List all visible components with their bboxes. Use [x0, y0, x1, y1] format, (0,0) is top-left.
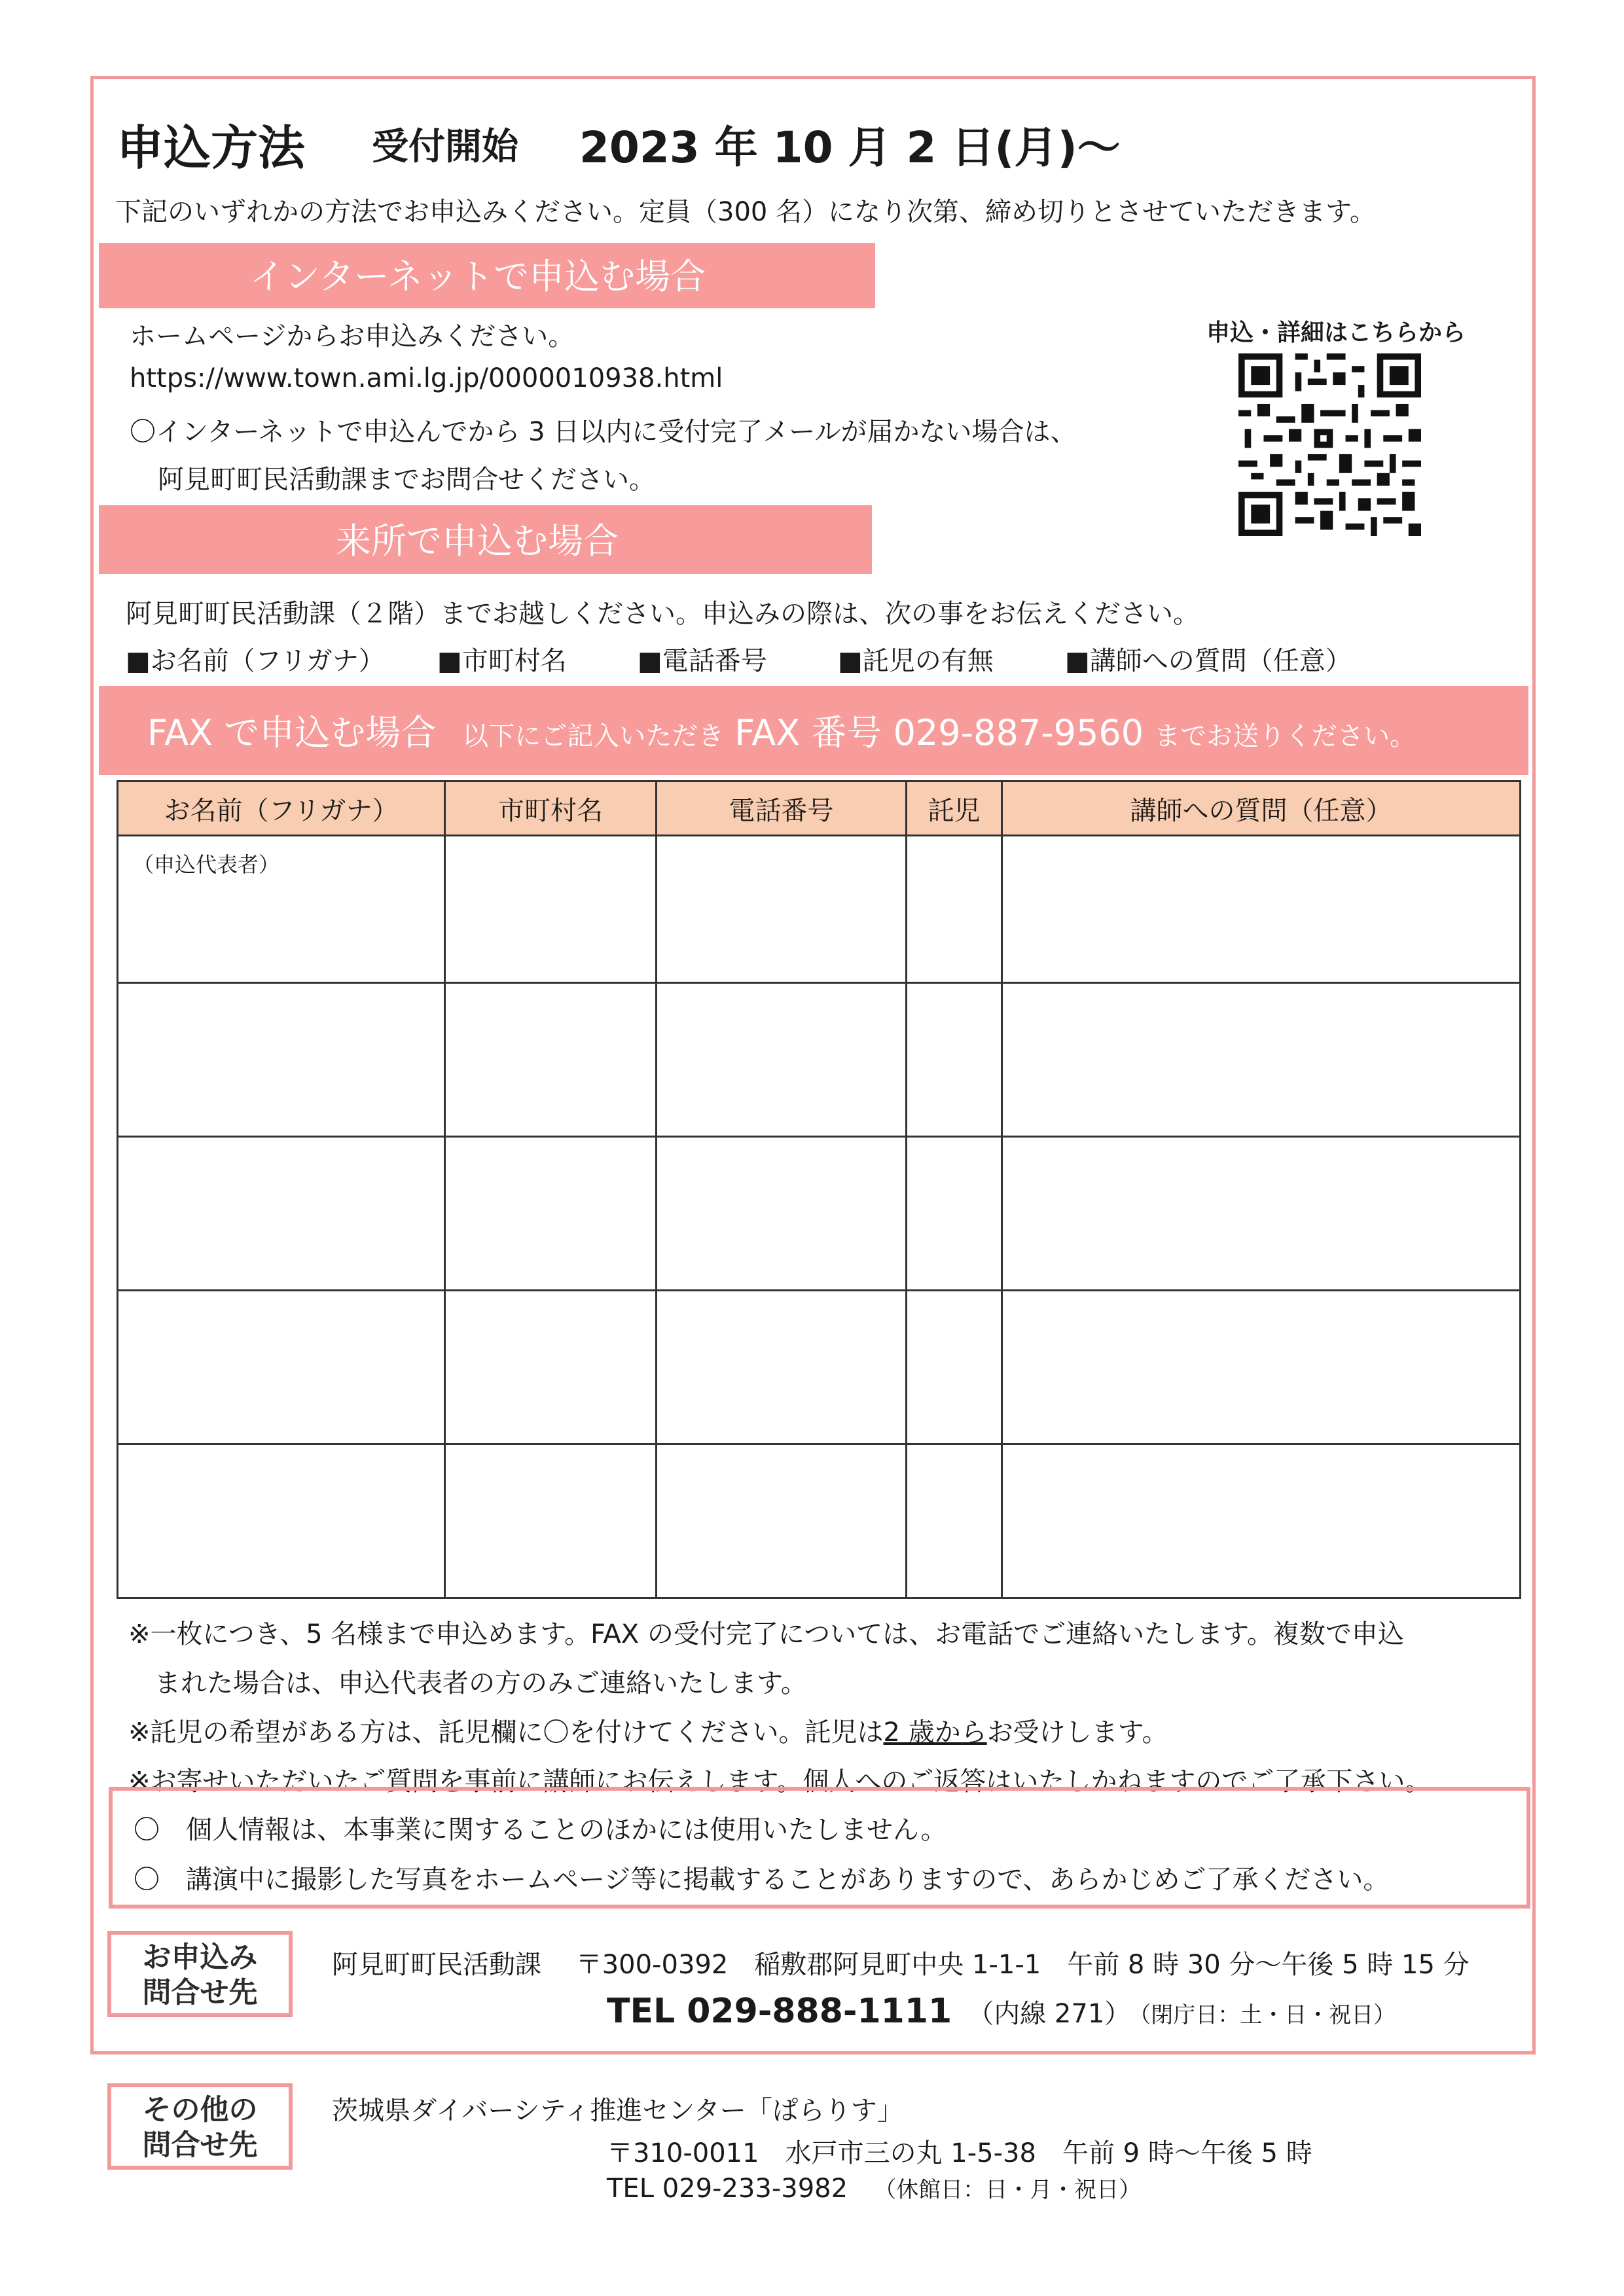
- table-row: [118, 1291, 1521, 1444]
- childcare-cell[interactable]: [907, 1444, 1002, 1598]
- column-header-childcare: 託児: [907, 781, 1002, 836]
- qr-code-icon[interactable]: [1238, 353, 1421, 536]
- qr-caption: 申込・詳細はこちらから: [1206, 319, 1466, 346]
- other-org-name: 茨城県ダイバーシティ推進センター「ぱらりす」: [332, 2096, 903, 2126]
- visit-item-childcare: ■託児の有無: [838, 646, 994, 676]
- question-cell[interactable]: [1002, 1137, 1521, 1291]
- representative-label: （申込代表者）: [133, 852, 280, 877]
- fax-heading-band: [99, 686, 1528, 775]
- internet-line-2: 〇インターネットで申込んでから 3 日以内に受付完了メールが届かない場合は、: [130, 417, 1077, 447]
- phone-cell[interactable]: [657, 836, 907, 983]
- name-cell[interactable]: [118, 836, 445, 983]
- other-contact-label-box: [107, 2083, 293, 2170]
- intro-text: 下記のいずれかの方法でお申込みください。定員（300 名）になり次第、締め切りとさせていただきます。: [115, 197, 1376, 227]
- column-header-name: お名前（フリガナ）: [118, 781, 445, 836]
- fax-number: FAX 番号 029-887-9560: [734, 712, 1144, 753]
- internet-url[interactable]: https://www.town.ami.lg.jp/0000010938.html: [130, 363, 723, 393]
- table-row: [118, 1444, 1521, 1598]
- contact-closed-days: （閉庁日：土・日・祝日）: [1140, 2002, 1396, 2028]
- contact-ext: （内線 271）: [967, 1999, 1131, 2029]
- contact-tel: TEL 029-888-1111: [607, 1992, 952, 2031]
- fax-note-a: 以下にご記入いただき: [462, 721, 725, 751]
- visit-item-name: ■お名前（フリガナ）: [126, 646, 385, 676]
- contact-phone-line: [607, 1992, 1396, 2031]
- name-cell[interactable]: [118, 1137, 445, 1291]
- table-row: [118, 836, 1521, 983]
- contact-address: 阿見町町民活動課 〒300-0392 稲敷郡阿見町中央 1-1-1 午前 8 時 30 分～午後 5 時 15 分: [332, 1950, 1470, 1980]
- other-tel: TEL 029-233-3982: [607, 2174, 848, 2204]
- table-row: [118, 1137, 1521, 1291]
- phone-cell[interactable]: [657, 983, 907, 1137]
- childcare-cell[interactable]: [907, 1291, 1002, 1444]
- name-cell[interactable]: [118, 1291, 445, 1444]
- question-cell[interactable]: [1002, 836, 1521, 983]
- internet-line-3: 阿見町町民活動課までお問合せください。: [158, 465, 655, 495]
- visit-item-phone: ■電話番号: [638, 646, 767, 676]
- question-cell[interactable]: [1002, 983, 1521, 1137]
- question-cell[interactable]: [1002, 1444, 1521, 1598]
- reception-date: 2023 年 10 月 2 日(月)～: [579, 122, 1121, 173]
- note-2c: お受けします。: [986, 1717, 1168, 1748]
- fax-application-table: [117, 780, 1521, 1599]
- visit-line-1: 阿見町町民活動課（２階）までお越しください。申込みの際は、次の事をお伝えください。: [126, 599, 1199, 629]
- other-address: 〒310-0011 水戸市三の丸 1-5-38 午前 9 時～午後 5 時: [607, 2138, 1312, 2168]
- name-cell[interactable]: [118, 983, 445, 1137]
- note-1a: ※一枚につき、5 名様まで申込めます。FAX の受付完了については、お電話でご連絡いたします。複数で申込: [128, 1619, 1404, 1649]
- question-cell[interactable]: [1002, 1291, 1521, 1444]
- city-cell[interactable]: [445, 1291, 657, 1444]
- table-row: [118, 983, 1521, 1137]
- other-label-1: その他の: [142, 2093, 258, 2126]
- page-title: 申込方法: [117, 120, 306, 175]
- phone-cell[interactable]: [657, 1444, 907, 1598]
- privacy-line-2: 〇 講演中に撮影した写真をホームページ等に掲載することがありますので、あらかじめご了承ください。: [134, 1865, 1390, 1895]
- city-cell[interactable]: [445, 836, 657, 983]
- visit-heading: 来所で申込む場合: [99, 505, 872, 574]
- city-cell[interactable]: [445, 1444, 657, 1598]
- phone-cell[interactable]: [657, 1291, 907, 1444]
- fax-note-b: までお送りください。: [1154, 721, 1416, 751]
- column-header-question: 講師への質問（任意）: [1002, 781, 1521, 836]
- fax-heading: FAX で申込む場合: [147, 712, 437, 753]
- note-3: ※お寄せいただいたご質問を事前に講師にお伝えします。個人へのご返答はいたしかねますのでご了承下さい。: [128, 1767, 1432, 1797]
- phone-cell[interactable]: [657, 1137, 907, 1291]
- childcare-cell[interactable]: [907, 836, 1002, 983]
- internet-heading: インターネットで申込む場合: [99, 243, 875, 308]
- city-cell[interactable]: [445, 1137, 657, 1291]
- other-label-2: 問合せ先: [142, 2128, 258, 2162]
- internet-line-1: ホームページからお申込みください。: [130, 321, 575, 351]
- note-2a: ※託児の希望がある方は、託児欄に〇を付けてください。託児は: [128, 1717, 884, 1748]
- other-closed-days: （休館日：日・月・祝日）: [874, 2177, 1142, 2203]
- visit-item-city: ■市町村名: [437, 646, 567, 676]
- note-1b: まれた場合は、申込代表者の方のみご連絡いたします。: [154, 1668, 807, 1698]
- contact-label-1: お申込み: [142, 1941, 258, 1974]
- note-2: [128, 1712, 1168, 1749]
- other-phone-line: [607, 2172, 1141, 2204]
- name-cell[interactable]: [118, 1444, 445, 1598]
- visit-item-question: ■講師への質問（任意）: [1065, 646, 1352, 676]
- childcare-cell[interactable]: [907, 1137, 1002, 1291]
- contact-label-box: [107, 1931, 293, 2017]
- note-2-emphasis: 2 歳から: [883, 1717, 987, 1748]
- column-header-city: 市町村名: [445, 781, 657, 836]
- contact-label-2: 問合せ先: [142, 1976, 258, 2009]
- city-cell[interactable]: [445, 983, 657, 1137]
- reception-start-label: 受付開始: [372, 126, 518, 168]
- childcare-cell[interactable]: [907, 983, 1002, 1137]
- column-header-phone: 電話番号: [657, 781, 907, 836]
- privacy-line-1: 〇 個人情報は、本事業に関することのほかには使用いたしません。: [134, 1815, 947, 1845]
